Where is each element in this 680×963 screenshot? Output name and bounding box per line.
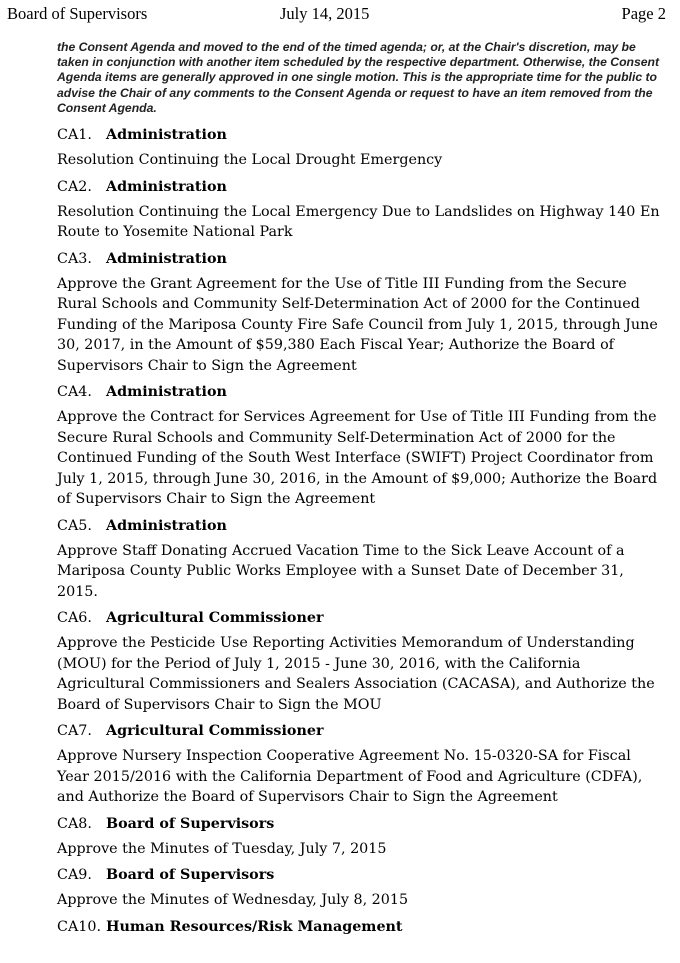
agenda-item-heading xyxy=(57,609,667,627)
agenda-item-description: Approve Nursery Inspection Cooperative Agreement No. 15-0320-SA for Fiscal Year 2015/2016 with the California Department of Food and Agriculture (CDFA), and Authorize the Board of Supervisors Chair to Sign the Agreement xyxy=(57,748,643,805)
agenda-item-department: Agricultural Commissioner xyxy=(106,610,324,626)
agenda-item-description: Approve the Grant Agreement for the Use of Title III Funding from the Secure Rural Schools and Community Self-Determination Act of 2000 for the Continued Funding of the Mariposa County Fire Safe Council from July 1, 2015, through June 30, 2017, in the Amount of $59,380 Each Fiscal Year; Authorize the Board of Supervisors Chair to Sign the Agreement xyxy=(57,275,658,374)
agenda-item-number: CA10. xyxy=(57,918,102,935)
agenda-item-description: Approve the Minutes of Wednesday, July 8, 2015 xyxy=(57,892,409,908)
agenda-item xyxy=(57,866,667,911)
consent-agenda-list xyxy=(57,126,667,942)
header-board-name: Board of Supervisors xyxy=(7,4,148,23)
agenda-item xyxy=(57,722,667,808)
agenda-item-department: Agricultural Commissioner xyxy=(106,723,324,739)
agenda-item-heading xyxy=(57,722,667,740)
agenda-item-heading xyxy=(57,815,667,833)
agenda-item-number: CA7. xyxy=(57,723,92,739)
agenda-item-department: Board of Supervisors xyxy=(106,815,275,832)
agenda-item-heading xyxy=(57,866,667,884)
agenda-item-number: CA6. xyxy=(57,610,92,626)
header-page-number: Page 2 xyxy=(621,4,666,23)
agenda-item-number: CA5. xyxy=(57,517,92,534)
agenda-item-description: Approve the Minutes of Tuesday, July 7, 2015 xyxy=(57,840,387,857)
agenda-item-heading xyxy=(57,918,667,936)
agenda-item-number: CA8. xyxy=(57,815,92,832)
agenda-item-heading xyxy=(57,126,667,144)
agenda-item-description: Resolution Continuing the Local Drought Emergency xyxy=(57,152,443,168)
agenda-item-department: Administration xyxy=(106,127,227,143)
agenda-item-heading xyxy=(57,178,667,196)
agenda-item xyxy=(57,383,667,510)
agenda-item-description: Approve Staff Donating Accrued Vacation Time to the Sick Leave Account of a Mariposa County Public Works Employee with a Sunset Date of December 31, 2015. xyxy=(57,542,625,600)
page-header xyxy=(0,4,680,24)
agenda-item xyxy=(57,918,667,936)
agenda-item xyxy=(57,609,667,715)
agenda-item xyxy=(57,126,667,171)
agenda-item-department: Administration xyxy=(106,384,227,400)
agenda-item-number: CA4. xyxy=(57,384,92,400)
agenda-item-number: CA2. xyxy=(57,178,92,195)
agenda-item-department: Administration xyxy=(106,517,227,534)
agenda-item xyxy=(57,517,667,603)
agenda-item-heading xyxy=(57,517,667,535)
agenda-item-heading xyxy=(57,250,667,268)
agenda-item-department: Administration xyxy=(106,250,227,267)
agenda-item-number: CA9. xyxy=(57,867,92,883)
agenda-item-description: Approve the Contract for Services Agreement for Use of Title III Funding from the Secure Rural Schools and Community Self-Determination Act of 2000 for the Continued Funding of the South West Interface (SWIFT) Project Coordinator from July 1, 2015, through June 30, 2016, in the Amount of $9,000; Authorize the Board of Supervisors Chair to Sign the Agreement xyxy=(57,409,658,507)
agenda-item-department: Board of Supervisors xyxy=(106,867,275,883)
agenda-item-department: Administration xyxy=(106,178,227,195)
agenda-item xyxy=(57,178,667,243)
consent-agenda-intro: the Consent Agenda and moved to the end of the timed agenda; or, at the Chair's discretion, may be taken in conjunction with another item scheduled by the respective department. Otherwise, the Consent Agenda items are generally approved in one single motion. This is the appropriate time for the public to advise the Chair of any comments to the Consent Agenda or request to have an item removed from the Consent Agenda. xyxy=(57,40,660,115)
agenda-item-description: Resolution Continuing the Local Emergency Due to Landslides on Highway 140 En Route to Yosemite National Park xyxy=(57,203,660,240)
header-date: July 14, 2015 xyxy=(280,4,370,23)
agenda-item-number: CA1. xyxy=(57,127,92,143)
agenda-item-description: Approve the Pesticide Use Reporting Activities Memorandum of Understanding (MOU) for the Period of July 1, 2015 - June 30, 2016, with the California Agricultural Commissioners and Sealers Association (CACASA), and Authorize the Board of Supervisors Chair to Sign the MOU xyxy=(57,635,655,713)
agenda-item xyxy=(57,250,667,377)
agenda-item-heading xyxy=(57,383,667,401)
agenda-item-number: CA3. xyxy=(57,250,92,267)
agenda-item-department: Human Resources/Risk Management xyxy=(106,918,403,935)
agenda-item xyxy=(57,815,667,860)
